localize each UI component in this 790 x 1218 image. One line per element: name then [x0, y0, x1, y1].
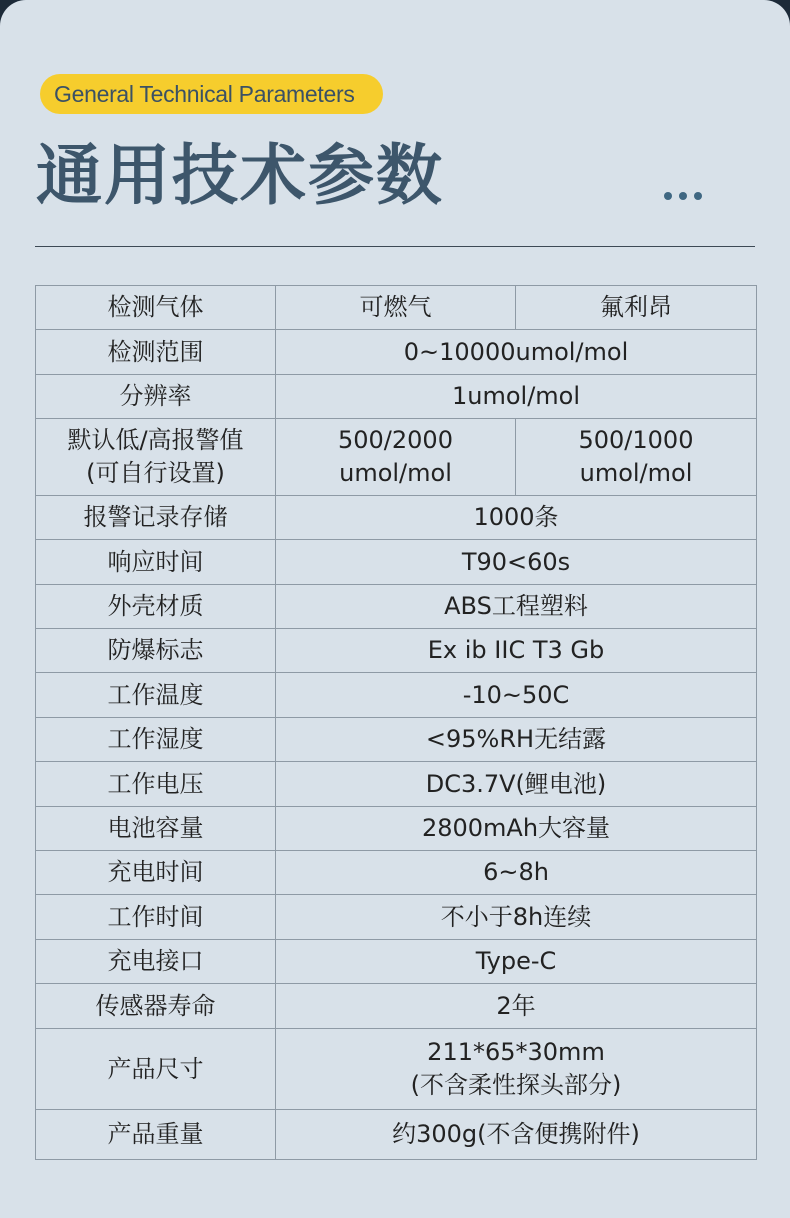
table-row	[36, 807, 757, 851]
row-value: 氟利昂	[516, 286, 757, 330]
value-line: 500/2000	[338, 426, 453, 454]
row-value: T90<60s	[276, 540, 757, 585]
page-title: 通用技术参数	[36, 137, 444, 214]
row-label: 检测气体	[36, 286, 276, 330]
row-value: 6~8h	[276, 851, 757, 895]
table-row	[36, 940, 757, 984]
row-label: 传感器寿命	[36, 984, 276, 1029]
row-value: 1000条	[276, 496, 757, 540]
row-value: 可燃气	[276, 286, 516, 330]
row-value: 0~10000umol/mol	[276, 330, 757, 375]
row-label: 工作温度	[36, 673, 276, 718]
row-value	[276, 419, 516, 496]
row-label: 工作电压	[36, 762, 276, 807]
value-line: umol/mol	[339, 459, 452, 487]
row-label: 外壳材质	[36, 585, 276, 629]
row-label: 工作湿度	[36, 718, 276, 762]
row-label	[36, 419, 276, 496]
label-line: (可自行设置)	[86, 459, 225, 487]
spec-table	[35, 285, 757, 1160]
section-badge: General Technical Parameters	[40, 74, 383, 114]
row-value: DC3.7V(鲤电池)	[276, 762, 757, 807]
row-value: <95%RH无结露	[276, 718, 757, 762]
ellipsis-icon	[664, 186, 714, 206]
table-row	[36, 1110, 757, 1160]
row-label: 电池容量	[36, 807, 276, 851]
table-row	[36, 286, 757, 330]
value-line: 500/1000	[578, 426, 694, 454]
row-value	[276, 1029, 757, 1110]
table-row	[36, 330, 757, 375]
table-row	[36, 375, 757, 419]
row-value	[516, 419, 757, 496]
row-label: 充电接口	[36, 940, 276, 984]
row-value: ABS工程塑料	[276, 585, 757, 629]
row-label: 产品尺寸	[36, 1029, 276, 1110]
row-value: 1umol/mol	[276, 375, 757, 419]
value-line: 211*65*30mm	[427, 1038, 605, 1066]
row-label: 分辨率	[36, 375, 276, 419]
row-label: 检测范围	[36, 330, 276, 375]
row-label: 充电时间	[36, 851, 276, 895]
row-value: 2年	[276, 984, 757, 1029]
divider	[35, 246, 755, 247]
table-row	[36, 984, 757, 1029]
row-label: 防爆标志	[36, 629, 276, 673]
table-row	[36, 895, 757, 940]
table-row	[36, 673, 757, 718]
value-line: (不含柔性探头部分)	[410, 1071, 622, 1099]
table-row	[36, 419, 757, 496]
table-row	[36, 718, 757, 762]
table-row	[36, 762, 757, 807]
row-label: 产品重量	[36, 1110, 276, 1160]
row-value: 2800mAh大容量	[276, 807, 757, 851]
row-value: 不小于8h连续	[276, 895, 757, 940]
row-label: 工作时间	[36, 895, 276, 940]
label-line: 默认低/高报警值	[67, 426, 244, 454]
row-value: -10~50C	[276, 673, 757, 718]
row-label: 报警记录存储	[36, 496, 276, 540]
row-value: Ex ib IIC T3 Gb	[276, 629, 757, 673]
table-row	[36, 629, 757, 673]
table-row	[36, 540, 757, 585]
row-value: 约300g(不含便携附件)	[276, 1110, 757, 1160]
row-value: Type-C	[276, 940, 757, 984]
table-row	[36, 496, 757, 540]
table-row	[36, 851, 757, 895]
row-label: 响应时间	[36, 540, 276, 585]
table-row	[36, 1029, 757, 1110]
table-row	[36, 585, 757, 629]
value-line: umol/mol	[579, 459, 693, 487]
